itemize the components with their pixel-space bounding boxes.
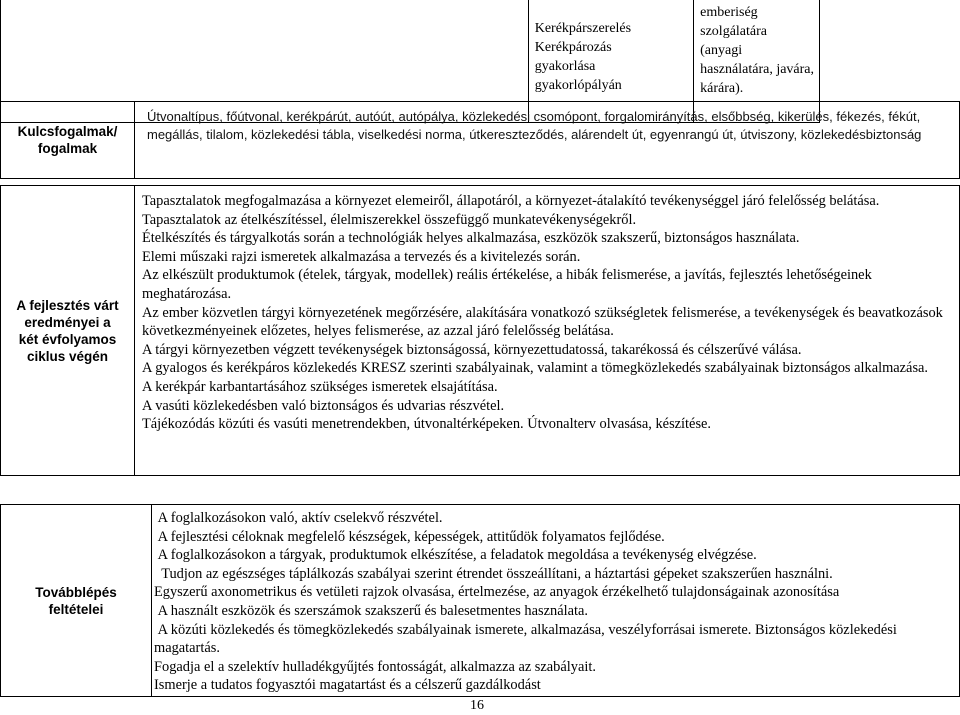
condition-item: Ismerje a tudatos fogyasztói magatartást és a célszerű gazdálkodást <box>154 677 541 694</box>
key-concepts-text: Útvonaltípus, főútvonal, kerékpárút, autóút, autópálya, közlekedési csomópont, forgalomirányítás, elsőbbség, kikerülés, fékezés, fékút, megállás, tilalom, közlekedési tábla, viselkedési norma, útkereszteződés, alárendelt út, egyenrangú út, útviszony, közlekedésbiztonság <box>135 102 960 179</box>
condition-item: Fogadja el a szelektív hulladékgyűjtés fontosságát, alkalmazza az szabályait. <box>154 658 596 675</box>
top-middle-line: gyakorlása <box>534 59 596 74</box>
conditions-label-line: Továbblépés <box>35 584 117 600</box>
top-middle-line: Kerékpározás <box>534 40 612 55</box>
outcome-item: A gyalogos és kerékpáros közlekedés KRESZ szerinti szabályainak, valamint a tömegközlekedés szabályainak biztonságos alkalmazása. <box>142 360 929 377</box>
condition-item: A közúti közlekedés és tömegközlekedés szabályainak ismerete, alkalmazása, veszélyforrásai ismerete. Biztonságos közlekedési magatartás. <box>154 621 901 657</box>
conditions-label-line: feltételei <box>48 601 104 617</box>
conditions-label <box>1 505 152 697</box>
outcomes-label-line: A fejlesztés várt <box>16 297 119 313</box>
top-right-line: szolgálatára <box>700 24 767 39</box>
conditions-table <box>0 504 960 697</box>
outcomes-list <box>135 186 960 476</box>
condition-item: A foglalkozásokon a tárgyak, produktumok elkészítése, a feladatok megoldása a tevékenység elvégzése. <box>154 547 757 564</box>
top-right-line: emberiség <box>700 5 758 20</box>
outcome-item: Tapasztalatok megfogalmazása a környezet elemeiről, állapotáról, a környezet-átalakító tevékenységgel járó felelősség belátása. <box>142 193 880 209</box>
outcome-item: Elemi műszaki rajzi ismeretek alkalmazása a tervezés és a kivitelezés során. <box>142 248 581 265</box>
outcome-item: Az ember közvetlen tárgyi környezetének megőrzésére, alakítására vonatkozó szükségletek felismerése, a tevékenységek és beavatkozások következményeinek előzetes, helyes felismerése, az azzal járó felelősség belátása. <box>142 304 943 340</box>
key-concepts-label-line: fogalmak <box>37 141 98 156</box>
outcomes-label-line: eredményei a <box>24 314 111 330</box>
outcome-item: Az elkészült produktumok (ételek, tárgyak, modellek) reális értékelése, a hibák felismerése, a javítás, fejlesztés lehetőségeinek meghatározása. <box>142 267 872 302</box>
top-right-line: kárára). <box>700 81 744 96</box>
condition-item: Egyszerű axonometrikus és vetületi rajzok olvasása, értelmezése, az anyagok érzékelhető tulajdonságainak azonosítása <box>154 584 840 601</box>
outcome-item: Ételkészítés és tárgyalkotás során a technológiák helyes alkalmazása, eszközök szakszerű, biztonságos használata. <box>142 230 800 247</box>
top-middle-line: gyakorlópályán <box>534 78 622 93</box>
conditions-list <box>152 505 960 697</box>
top-right-line: (anyagi <box>700 43 743 58</box>
key-concepts-label <box>1 102 135 179</box>
outcome-item: A tárgyi környezetben végzett tevékenységek biztonságossá, környezettudatossá, takarékossá és célszerűvé válása. <box>142 341 802 358</box>
condition-item: Tudjon az egészséges táplálkozás szabályai szerint étrendet összeállítani, a háztartási gépeket szakszerűen használni. <box>154 565 833 582</box>
condition-item: A foglalkozásokon való, aktív cselekvő részvétel. <box>154 510 443 526</box>
condition-item: A fejlesztési céloknak megfelelő készségek, képességek, attitűdök folyamatos fejlődése. <box>154 528 665 545</box>
outcome-item: Tájékozódás közúti és vasúti menetrendekben, útvonaltérképeken. Útvonalterv olvasása, készítése. <box>142 416 712 433</box>
outcomes-table <box>0 185 960 476</box>
top-right-line: használatára, javára, <box>700 62 815 77</box>
outcome-item: Tapasztalatok az ételkészítéssel, élelmiszerekkel összefüggő munkatevékenységekről. <box>142 211 637 228</box>
condition-item: A használt eszközök és szerszámok szakszerű és balesetmentes használata. <box>154 602 588 619</box>
key-concepts-label-line: Kulcsfogalmak/ <box>17 124 118 139</box>
top-middle-line: Kerékpárszerelés <box>534 21 632 36</box>
outcome-item: A kerékpár karbantartásához szükséges ismeretek elsajátítása. <box>142 378 498 395</box>
outcomes-label-line: két évfolyamos <box>18 331 117 347</box>
page-number: 16 <box>470 698 484 713</box>
outcome-item: A vasúti közlekedésben való biztonságos és udvarias részvétel. <box>142 397 505 414</box>
key-concepts-table <box>0 101 960 179</box>
outcomes-label-line: ciklus végén <box>26 348 109 364</box>
outcomes-label <box>1 186 135 476</box>
